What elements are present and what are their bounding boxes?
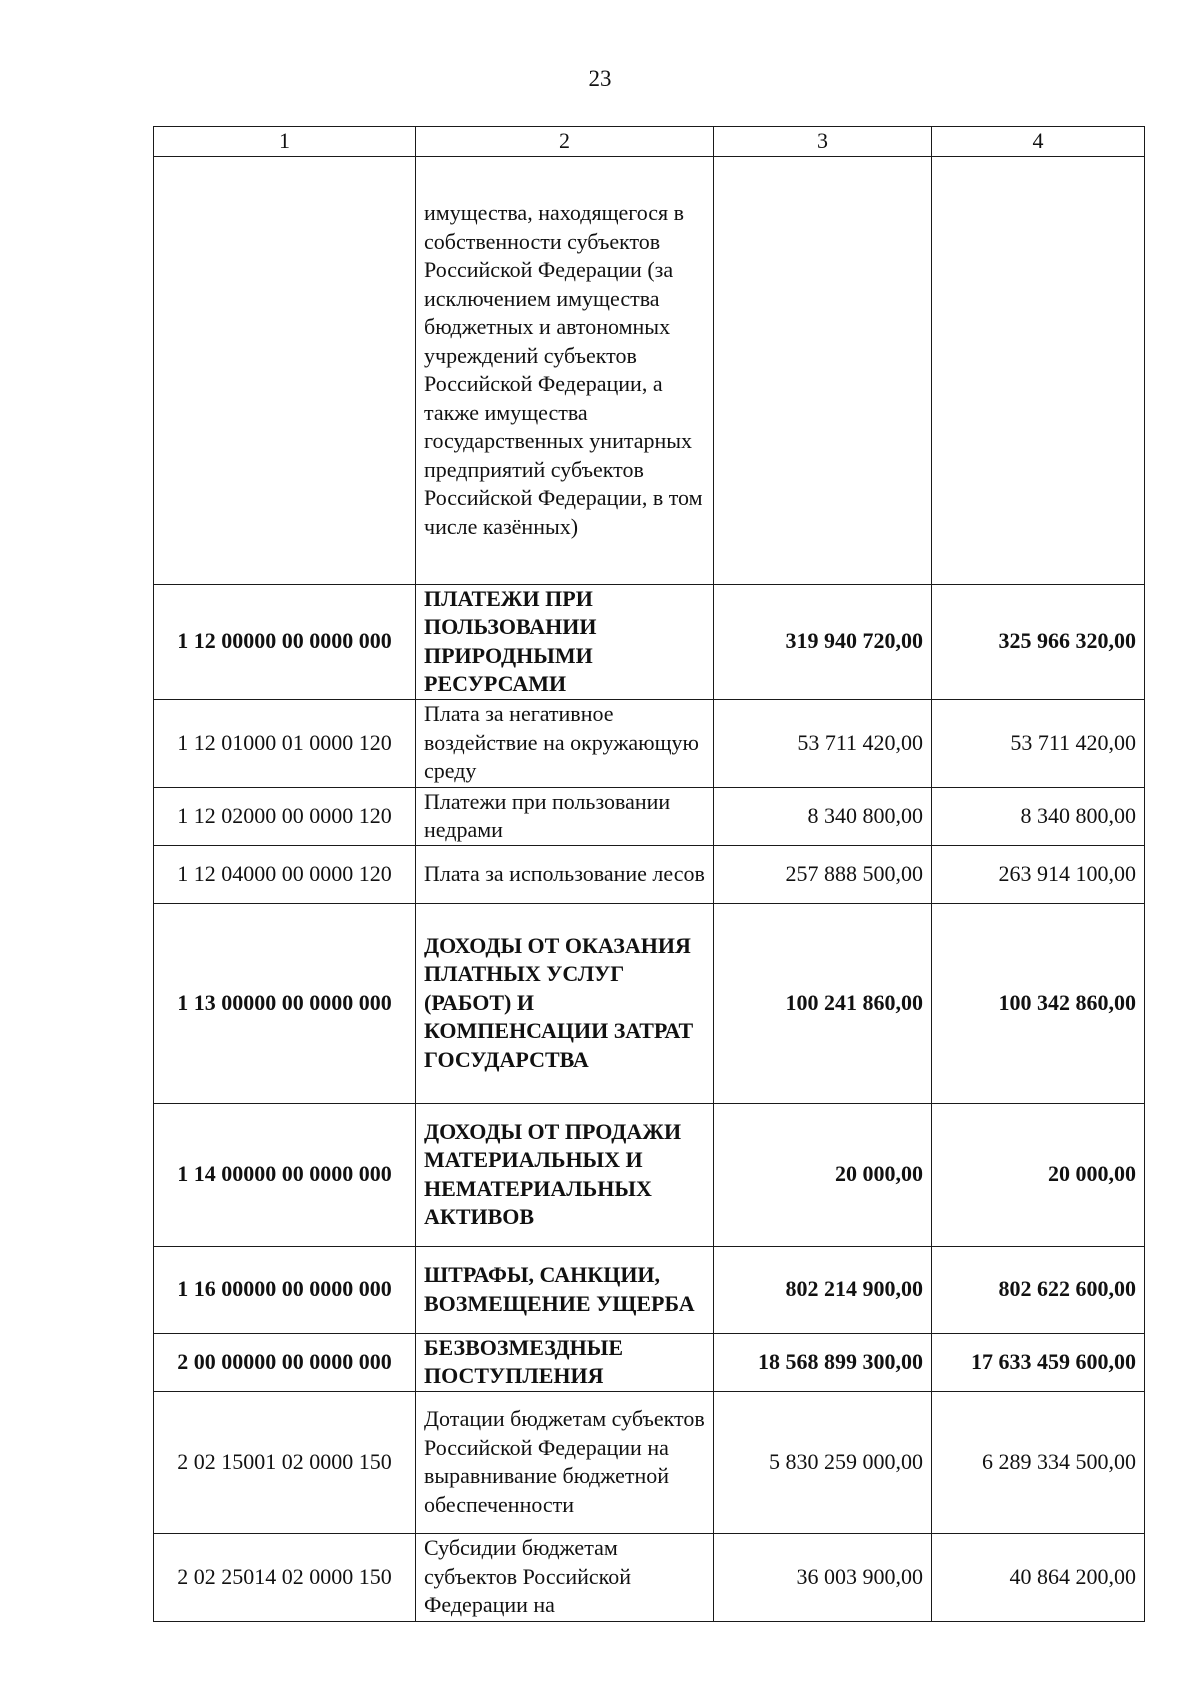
row-value-col4: 802 622 600,00 bbox=[932, 1246, 1145, 1333]
row-code: 1 14 00000 00 0000 000 bbox=[154, 1103, 416, 1246]
row-name: Плата за негативное воздействие на окружающую среду bbox=[416, 699, 714, 787]
row-code: 1 12 04000 00 0000 120 bbox=[154, 845, 416, 903]
row-value-col4: 100 342 860,00 bbox=[932, 903, 1145, 1103]
row-code: 2 02 25014 02 0000 150 bbox=[154, 1533, 416, 1621]
table-row bbox=[154, 156, 1145, 584]
table-row bbox=[154, 787, 1145, 845]
table-header-row bbox=[154, 127, 1145, 157]
budget-table bbox=[153, 126, 1145, 1622]
row-code: 1 12 02000 00 0000 120 bbox=[154, 787, 416, 845]
table-row bbox=[154, 1103, 1145, 1246]
table-row bbox=[154, 1533, 1145, 1621]
row-name: ШТРАФЫ, САНКЦИИ, ВОЗМЕЩЕНИЕ УЩЕРБА bbox=[416, 1246, 714, 1333]
row-value-col3: 53 711 420,00 bbox=[714, 699, 932, 787]
row-value-col4: 20 000,00 bbox=[932, 1103, 1145, 1246]
row-value-col3: 5 830 259 000,00 bbox=[714, 1391, 932, 1533]
row-name: имущества, находящегося в собственности субъектов Российской Федерации (за исключением имущества бюджетных и автономных учреждений субъектов Российской Федерации, а также имущества государственных унитарных предприятий субъектов Российской Федерации, в том числе казённых) bbox=[416, 156, 714, 584]
table-row bbox=[154, 1333, 1145, 1391]
row-code: 1 12 00000 00 0000 000 bbox=[154, 584, 416, 699]
row-value-col3: 802 214 900,00 bbox=[714, 1246, 932, 1333]
column-header: 1 bbox=[154, 127, 416, 157]
row-value-col3: 36 003 900,00 bbox=[714, 1533, 932, 1621]
row-name: БЕЗВОЗМЕЗДНЫЕ ПОСТУПЛЕНИЯ bbox=[416, 1333, 714, 1391]
row-value-col4: 6 289 334 500,00 bbox=[932, 1391, 1145, 1533]
row-name: ДОХОДЫ ОТ ОКАЗАНИЯ ПЛАТНЫХ УСЛУГ (РАБОТ) И КОМПЕНСАЦИИ ЗАТРАТ ГОСУДАРСТВА bbox=[416, 903, 714, 1103]
table-row bbox=[154, 699, 1145, 787]
row-value-col4: 53 711 420,00 bbox=[932, 699, 1145, 787]
row-code: 2 02 15001 02 0000 150 bbox=[154, 1391, 416, 1533]
row-name: Платежи при пользовании недрами bbox=[416, 787, 714, 845]
row-value-col3: 18 568 899 300,00 bbox=[714, 1333, 932, 1391]
row-name: ДОХОДЫ ОТ ПРОДАЖИ МАТЕРИАЛЬНЫХ И НЕМАТЕРИАЛЬНЫХ АКТИВОВ bbox=[416, 1103, 714, 1246]
row-value-col3: 319 940 720,00 bbox=[714, 584, 932, 699]
row-code: 1 12 01000 01 0000 120 bbox=[154, 699, 416, 787]
table-row bbox=[154, 584, 1145, 699]
row-value-col3 bbox=[714, 156, 932, 584]
row-value-col4: 325 966 320,00 bbox=[932, 584, 1145, 699]
column-header: 3 bbox=[714, 127, 932, 157]
row-name: Субсидии бюджетам субъектов Российской Федерации на bbox=[416, 1533, 714, 1621]
row-code: 1 16 00000 00 0000 000 bbox=[154, 1246, 416, 1333]
row-name: Плата за использование лесов bbox=[416, 845, 714, 903]
row-code: 1 13 00000 00 0000 000 bbox=[154, 903, 416, 1103]
row-name: Дотации бюджетам субъектов Российской Федерации на выравнивание бюджетной обеспеченности bbox=[416, 1391, 714, 1533]
row-value-col4: 263 914 100,00 bbox=[932, 845, 1145, 903]
row-value-col4: 40 864 200,00 bbox=[932, 1533, 1145, 1621]
column-header: 4 bbox=[932, 127, 1145, 157]
row-value-col3: 20 000,00 bbox=[714, 1103, 932, 1246]
row-value-col4: 17 633 459 600,00 bbox=[932, 1333, 1145, 1391]
table-row bbox=[154, 1391, 1145, 1533]
row-name: ПЛАТЕЖИ ПРИ ПОЛЬЗОВАНИИ ПРИРОДНЫМИ РЕСУРСАМИ bbox=[416, 584, 714, 699]
row-value-col3: 8 340 800,00 bbox=[714, 787, 932, 845]
row-value-col3: 257 888 500,00 bbox=[714, 845, 932, 903]
column-header: 2 bbox=[416, 127, 714, 157]
row-code bbox=[154, 156, 416, 584]
row-value-col4: 8 340 800,00 bbox=[932, 787, 1145, 845]
row-value-col4 bbox=[932, 156, 1145, 584]
table-row bbox=[154, 903, 1145, 1103]
row-code: 2 00 00000 00 0000 000 bbox=[154, 1333, 416, 1391]
row-value-col3: 100 241 860,00 bbox=[714, 903, 932, 1103]
table-row bbox=[154, 1246, 1145, 1333]
table-row bbox=[154, 845, 1145, 903]
page-number: 23 bbox=[588, 66, 612, 91]
